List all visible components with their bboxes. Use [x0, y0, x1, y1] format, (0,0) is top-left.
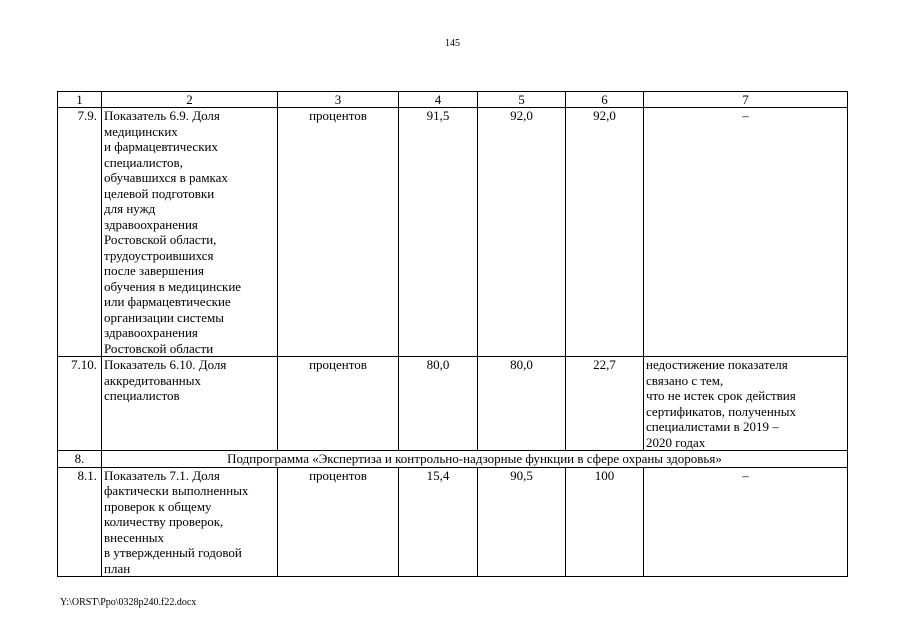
- row-number: 8.1.: [58, 467, 102, 577]
- indicator-name-line: специалистов,: [104, 154, 183, 170]
- indicators-table: [57, 91, 848, 577]
- indicator-name-line: здравоохранения: [104, 325, 198, 340]
- value-col-6: 100: [566, 467, 644, 577]
- value-col-5: 90,5: [478, 467, 566, 577]
- value-col-4: 80,0: [399, 357, 478, 451]
- indicator-name-line: обучения в медицинские: [104, 278, 242, 294]
- indicator-name-line: здравоохранения: [104, 216, 198, 232]
- file-path-footer: Y:\ORST\Ppo\0328p240.f22.docx: [60, 597, 197, 608]
- row-number: 7.9.: [58, 108, 102, 357]
- indicator-name-line: количеству проверок,: [104, 514, 224, 529]
- indicator-name-line: для нужд: [104, 201, 156, 216]
- value-col-5: 80,0: [478, 357, 566, 451]
- note-cell-line: недостижение показателя: [646, 357, 788, 372]
- indicator-name-line: Ростовской области,: [104, 232, 217, 247]
- indicator-name-line: в утвержденный годовой: [104, 545, 242, 560]
- note-cell-line: что не истек срок действия: [646, 388, 796, 403]
- indicator-name-line: аккредитованных: [104, 372, 201, 388]
- subprogram-number: 8.: [58, 451, 102, 468]
- col-header-1: 1: [58, 92, 102, 108]
- note-cell-line: специалистами в 2019 –: [646, 419, 779, 434]
- col-header-4: 4: [399, 92, 478, 108]
- unit-cell: процентов: [278, 467, 399, 577]
- table-row: [58, 108, 848, 357]
- indicator-name-line: организации системы: [104, 309, 224, 325]
- note-cell-line: 2020 годах: [646, 434, 706, 450]
- indicator-name-line: медицинских: [104, 123, 178, 139]
- indicator-name-line: специалистов: [104, 388, 180, 403]
- value-col-4: 15,4: [399, 467, 478, 577]
- table-header-row: [58, 92, 848, 108]
- note-cell-line: –: [742, 108, 749, 123]
- indicator-name-line: Показатель 6.9. Доля: [104, 108, 220, 123]
- indicator-name-line: трудоустроившихся: [104, 247, 214, 263]
- note-cell-line: сертификатов, полученных: [646, 403, 796, 419]
- value-col-6: 92,0: [566, 108, 644, 357]
- table-body: [58, 108, 848, 577]
- indicator-name-line: Показатель 7.1. Доля: [104, 467, 220, 483]
- indicator-name-line: проверок к общему: [104, 498, 212, 514]
- value-col-5: 92,0: [478, 108, 566, 357]
- indicator-name: [102, 467, 278, 577]
- note-cell: [644, 467, 848, 577]
- indicator-name: [102, 108, 278, 357]
- indicator-name-line: Ростовской области: [104, 340, 214, 356]
- table-row: [58, 357, 848, 451]
- col-header-7: 7: [644, 92, 848, 108]
- subprogram-row: [58, 451, 848, 468]
- indicator-name: [102, 357, 278, 451]
- col-header-5: 5: [478, 92, 566, 108]
- note-cell-line: связано с тем,: [646, 372, 724, 388]
- indicator-name-line: внесенных: [104, 529, 165, 545]
- unit-cell: процентов: [278, 108, 399, 357]
- indicator-name-line: план: [104, 560, 131, 576]
- note-cell: [644, 357, 848, 451]
- table-row: [58, 467, 848, 577]
- page-number: 145: [445, 38, 460, 49]
- indicator-name-line: или фармацевтические: [104, 294, 231, 309]
- indicator-name-line: целевой подготовки: [104, 185, 215, 201]
- col-header-2: 2: [102, 92, 278, 108]
- unit-cell: процентов: [278, 357, 399, 451]
- indicator-name-line: фактически выполненных: [104, 483, 249, 498]
- indicator-name-line: Показатель 6.10. Доля: [104, 357, 227, 372]
- value-col-6: 22,7: [566, 357, 644, 451]
- indicator-name-line: и фармацевтических: [104, 139, 218, 154]
- note-cell-line: –: [742, 467, 749, 483]
- indicator-name-line: обучавшихся в рамках: [104, 170, 228, 185]
- col-header-6: 6: [566, 92, 644, 108]
- value-col-4: 91,5: [399, 108, 478, 357]
- row-number: 7.10.: [58, 357, 102, 451]
- indicator-name-line: после завершения: [104, 263, 204, 278]
- col-header-3: 3: [278, 92, 399, 108]
- subprogram-title: Подпрограмма «Экспертиза и контрольно-надзорные функции в сфере охраны здоровья»: [102, 451, 848, 468]
- note-cell: [644, 108, 848, 357]
